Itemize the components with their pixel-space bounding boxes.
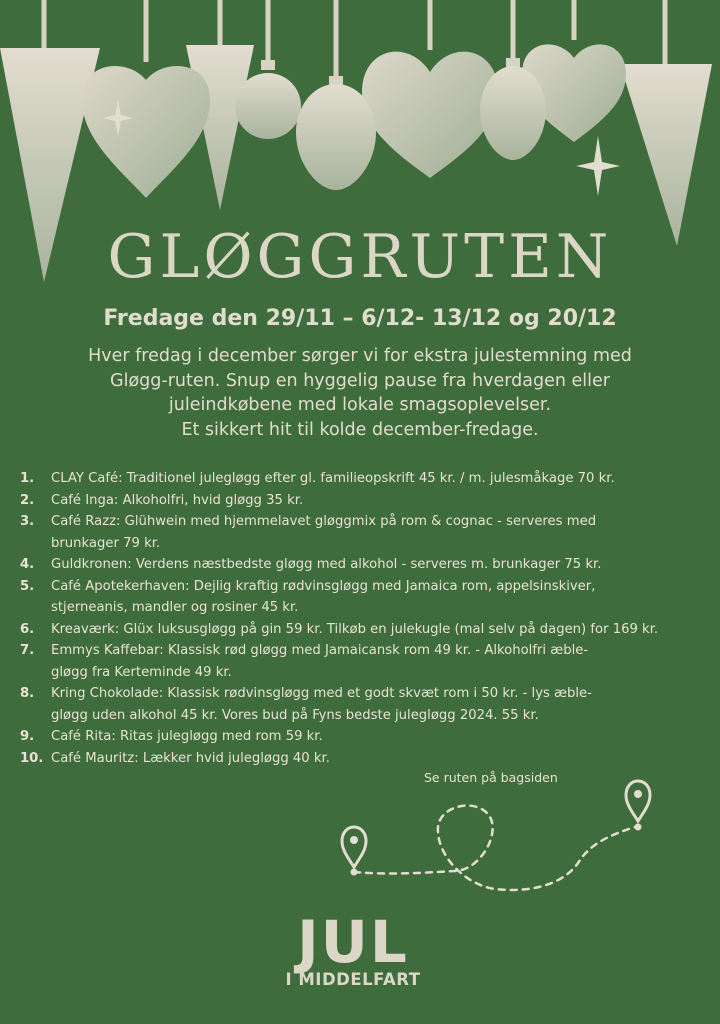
item-text: gløgg fra Kerteminde 49 kr. xyxy=(51,664,232,680)
intro-line: Et sikkert hit til kolde december-fredage. xyxy=(181,419,539,440)
item-number: 9. xyxy=(20,729,35,744)
intro-line: Gløgg-ruten. Snup en hyggelig pause fra hverdagen eller xyxy=(110,370,610,391)
heart-ornament-2 xyxy=(362,52,498,178)
item-number: 2. xyxy=(20,492,35,508)
intro-line: juleindkøbene med lokale smagsoplevelser. xyxy=(168,395,552,415)
cafe-list xyxy=(20,468,710,769)
item-number: 7. xyxy=(20,643,35,658)
map-pin-icon-end xyxy=(626,781,650,831)
item-text: Kring Chokolade: Klassisk rødvinsgløgg med et godt skvæt rom i 50 kr. - lys æble- xyxy=(51,686,592,701)
item-text: Café Mauritz: Lækker hvid julegløgg 40 kr. xyxy=(51,750,330,766)
item-text: Café Apotekerhaven: Dejlig kraftig rødvinsgløgg med Jamaica rom, appelsinskiver, xyxy=(51,578,596,594)
intro-line: Hver fredag i december sørger vi for ekstra julestemning med xyxy=(88,346,632,366)
item-text: Kreaværk: Glüx luksusgløgg på gin 59 kr. Tilkøb en julekugle (mal selv på dagen) for 169 kr. xyxy=(51,621,659,637)
item-text: CLAY Café: Traditionel julegløgg efter gl. familieopskrift 45 kr. / m. julesmåkage 70 kr. xyxy=(51,471,615,486)
item-number: 6. xyxy=(20,621,35,637)
item-number: 8. xyxy=(20,686,35,701)
heart-ornament-1 xyxy=(82,66,210,198)
item-text: Emmys Kaffebar: Klassisk rød gløgg med Jamaicansk rom 49 kr. - Alkoholfri æble- xyxy=(51,643,589,658)
list-item xyxy=(20,490,710,512)
list-item xyxy=(20,726,710,748)
item-text: Guldkronen: Verdens næstbedste gløgg med alkohol - serveres m. brunkager 75 kr. xyxy=(51,557,602,572)
map-pin-icon-start xyxy=(342,827,366,876)
list-item xyxy=(20,468,710,490)
item-text: Café Rita: Ritas julegløgg med rom 59 kr. xyxy=(51,729,323,744)
list-item xyxy=(20,511,710,554)
page-title: GLØGGRUTEN xyxy=(107,222,613,292)
list-item xyxy=(20,683,710,726)
item-text: gløgg uden alkohol 45 kr. Vores bud på Fyns bedste julegløgg 2024. 55 kr. xyxy=(51,707,539,723)
item-number: 10. xyxy=(20,750,44,766)
list-item xyxy=(20,640,710,683)
logo-main-text: JUL xyxy=(297,908,409,976)
jul-i-middelfart-logo xyxy=(278,908,428,989)
route-map-illustration xyxy=(330,775,710,910)
item-number: 5. xyxy=(20,578,35,594)
dashed-route-path xyxy=(354,806,635,890)
intro-text xyxy=(20,344,700,442)
drop-ornament-1 xyxy=(296,84,376,190)
route-note: Se ruten på bagsiden xyxy=(424,770,558,785)
item-text: stjerneanis, mandler og rosiner 45 kr. xyxy=(51,600,299,615)
list-item xyxy=(20,576,710,619)
item-number: 3. xyxy=(20,514,35,529)
event-dates: Fredage den 29/11 – 6/12- 13/12 og 20/12 xyxy=(103,306,617,331)
item-text: Café Inga: Alkoholfri, hvid gløgg 35 kr. xyxy=(51,492,304,508)
cone-ornament-right xyxy=(620,64,712,246)
logo-sub-text: I MIDDELFART xyxy=(285,970,421,989)
ball-ornament xyxy=(235,73,301,139)
item-text: brunkager 79 kr. xyxy=(51,535,161,551)
item-number: 4. xyxy=(20,557,35,572)
list-item xyxy=(20,554,710,576)
list-item xyxy=(20,619,710,641)
list-item xyxy=(20,748,710,770)
drop-ornament-2 xyxy=(480,66,546,160)
sparkle-star-icon-right xyxy=(576,136,620,196)
item-text: Café Razz: Glühwein med hjemmelavet gløggmix på rom & cognac - serveres med xyxy=(51,514,597,529)
item-number: 1. xyxy=(20,471,35,486)
